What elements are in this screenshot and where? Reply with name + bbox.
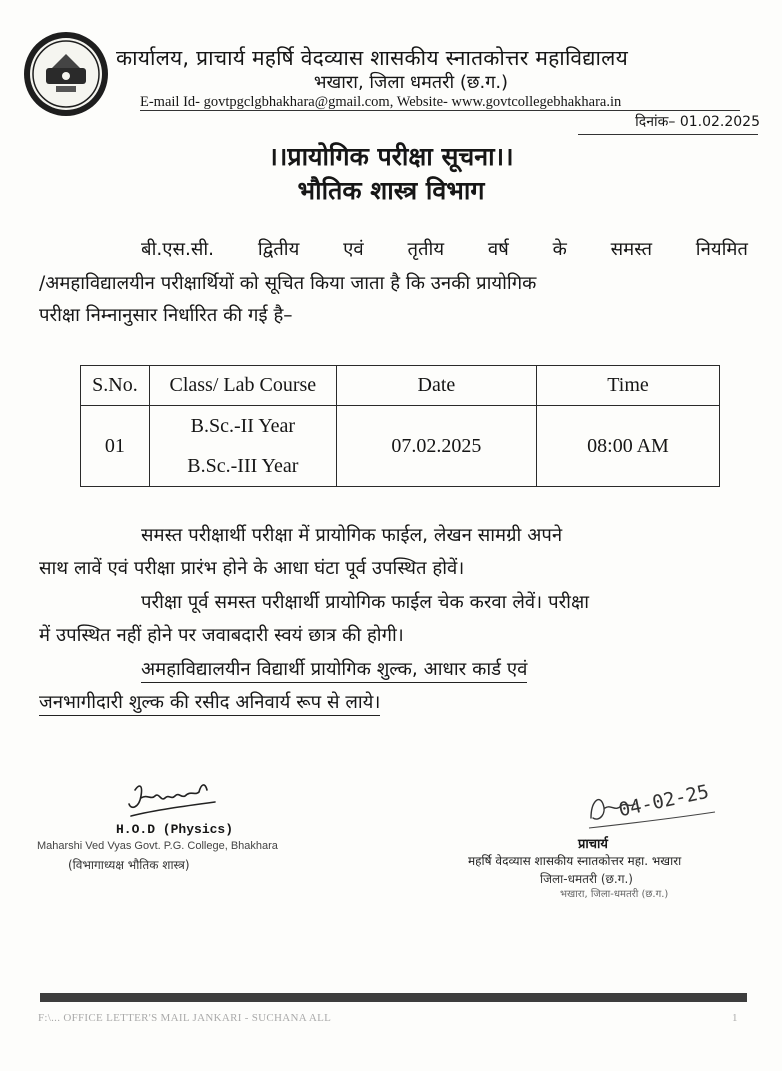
intro-word: तृतीय [407, 239, 445, 260]
intro-word: के [552, 239, 567, 260]
intro-word: बी.एस.सी. [141, 239, 215, 260]
principal-title: प्राचार्य [578, 837, 608, 852]
exam-schedule-table [80, 365, 720, 487]
letterhead-location: भखारा, जिला धमतरी (छ.ग.) [313, 72, 509, 93]
instruction-1-line-2: साथ लावें एवं परीक्षा प्रारंभ होने के आधा घंटा पूर्व उपस्थित होवें। [39, 558, 465, 579]
header-date: Date [336, 366, 536, 406]
letterhead-contact: E-mail Id- govtpgclgbhakhara@gmail.com, Website- www.govtcollegebhakhara.in [140, 94, 622, 110]
class-bsc-3: B.Sc.-III Year [187, 455, 299, 477]
intro-line-1 [141, 236, 748, 261]
instruction-2-line-2: में उपस्थित नहीं होने पर जवाबदारी स्वयं छात्र की होगी। [39, 625, 404, 646]
notice-date: दिनांक– 01.02.2025 [635, 114, 760, 130]
date-divider [578, 134, 758, 135]
cell-date: 07.02.2025 [336, 406, 536, 487]
cell-time: 08:00 AM [537, 406, 720, 487]
hod-signature [125, 776, 225, 822]
intro-word: नियमित [695, 239, 748, 260]
instruction-3-line-2 [39, 689, 380, 714]
notice-title: ।।प्रायोगिक परीक्षा सूचना।। [268, 142, 514, 171]
header-sno: S.No. [81, 366, 150, 406]
intro-line-3: परीक्षा निम्नानुसार निर्धारित की गई है– [39, 305, 293, 326]
principal-signature-date: 04-02-25 [616, 780, 711, 822]
header-class: Class/ Lab Course [149, 366, 336, 406]
cell-sno: 01 [81, 406, 150, 487]
intro-word: एवं [343, 239, 364, 260]
instruction-3-text: अमहाविद्यालयीन विद्यार्थी प्रायोगिक शुल्क, आधार कार्ड एवं [141, 659, 527, 683]
hod-stamp-dept: (विभागाध्यक्ष भौतिक शास्त्र) [68, 858, 190, 872]
principal-college: महर्षि वेदव्यास शासकीय स्नातकोत्तर महा. भखारा [468, 854, 682, 868]
intro-word: समस्त [610, 239, 652, 260]
instruction-2-line-1: परीक्षा पूर्व समस्त परीक्षार्थी प्रायोगिक फाईल चेक करवा लेवें। परीक्षा [141, 592, 589, 613]
principal-district: जिला-धमतरी (छ.ग.) [540, 872, 633, 886]
hod-stamp-college: Maharshi Ved Vyas Govt. P.G. College, Bhakhara [37, 840, 278, 852]
principal-stamp: भखारा, जिला-धमतरी (छ.ग.) [560, 889, 669, 900]
footer-page-number: 1 [732, 1012, 738, 1024]
instruction-3-text: जनभागीदारी शुल्क की रसीद अनिवार्य रूप से लाये। [39, 692, 380, 716]
department-title: भौतिक शास्त्र विभाग [297, 176, 485, 205]
instruction-3-line-1 [141, 656, 527, 681]
header-time: Time [537, 366, 720, 406]
class-bsc-2: B.Sc.-II Year [190, 415, 296, 437]
table-header-row [81, 366, 720, 406]
table-row [81, 406, 720, 487]
intro-word: वर्ष [487, 239, 509, 260]
hod-title: H.O.D (Physics) [116, 822, 234, 837]
letterhead-title: कार्यालय, प्राचार्य महर्षि वेदव्यास शासकीय स्नातकोत्तर महाविद्यालय [116, 46, 628, 70]
letterhead-divider [140, 110, 740, 111]
intro-word: द्वितीय [257, 239, 300, 260]
cell-class [149, 406, 336, 487]
footer-path: F:\... OFFICE LETTER'S MAIL JANKARI - SUCHANA ALL [38, 1012, 332, 1024]
instruction-1-line-1: समस्त परीक्षार्थी परीक्षा में प्रायोगिक फाईल, लेखन सामग्री अपने [141, 525, 563, 546]
intro-line-2: /अमहाविद्यालयीन परीक्षार्थियों को सूचित किया जाता है कि उनकी प्रायोगिक [39, 273, 537, 294]
footer-bar [40, 993, 747, 1002]
